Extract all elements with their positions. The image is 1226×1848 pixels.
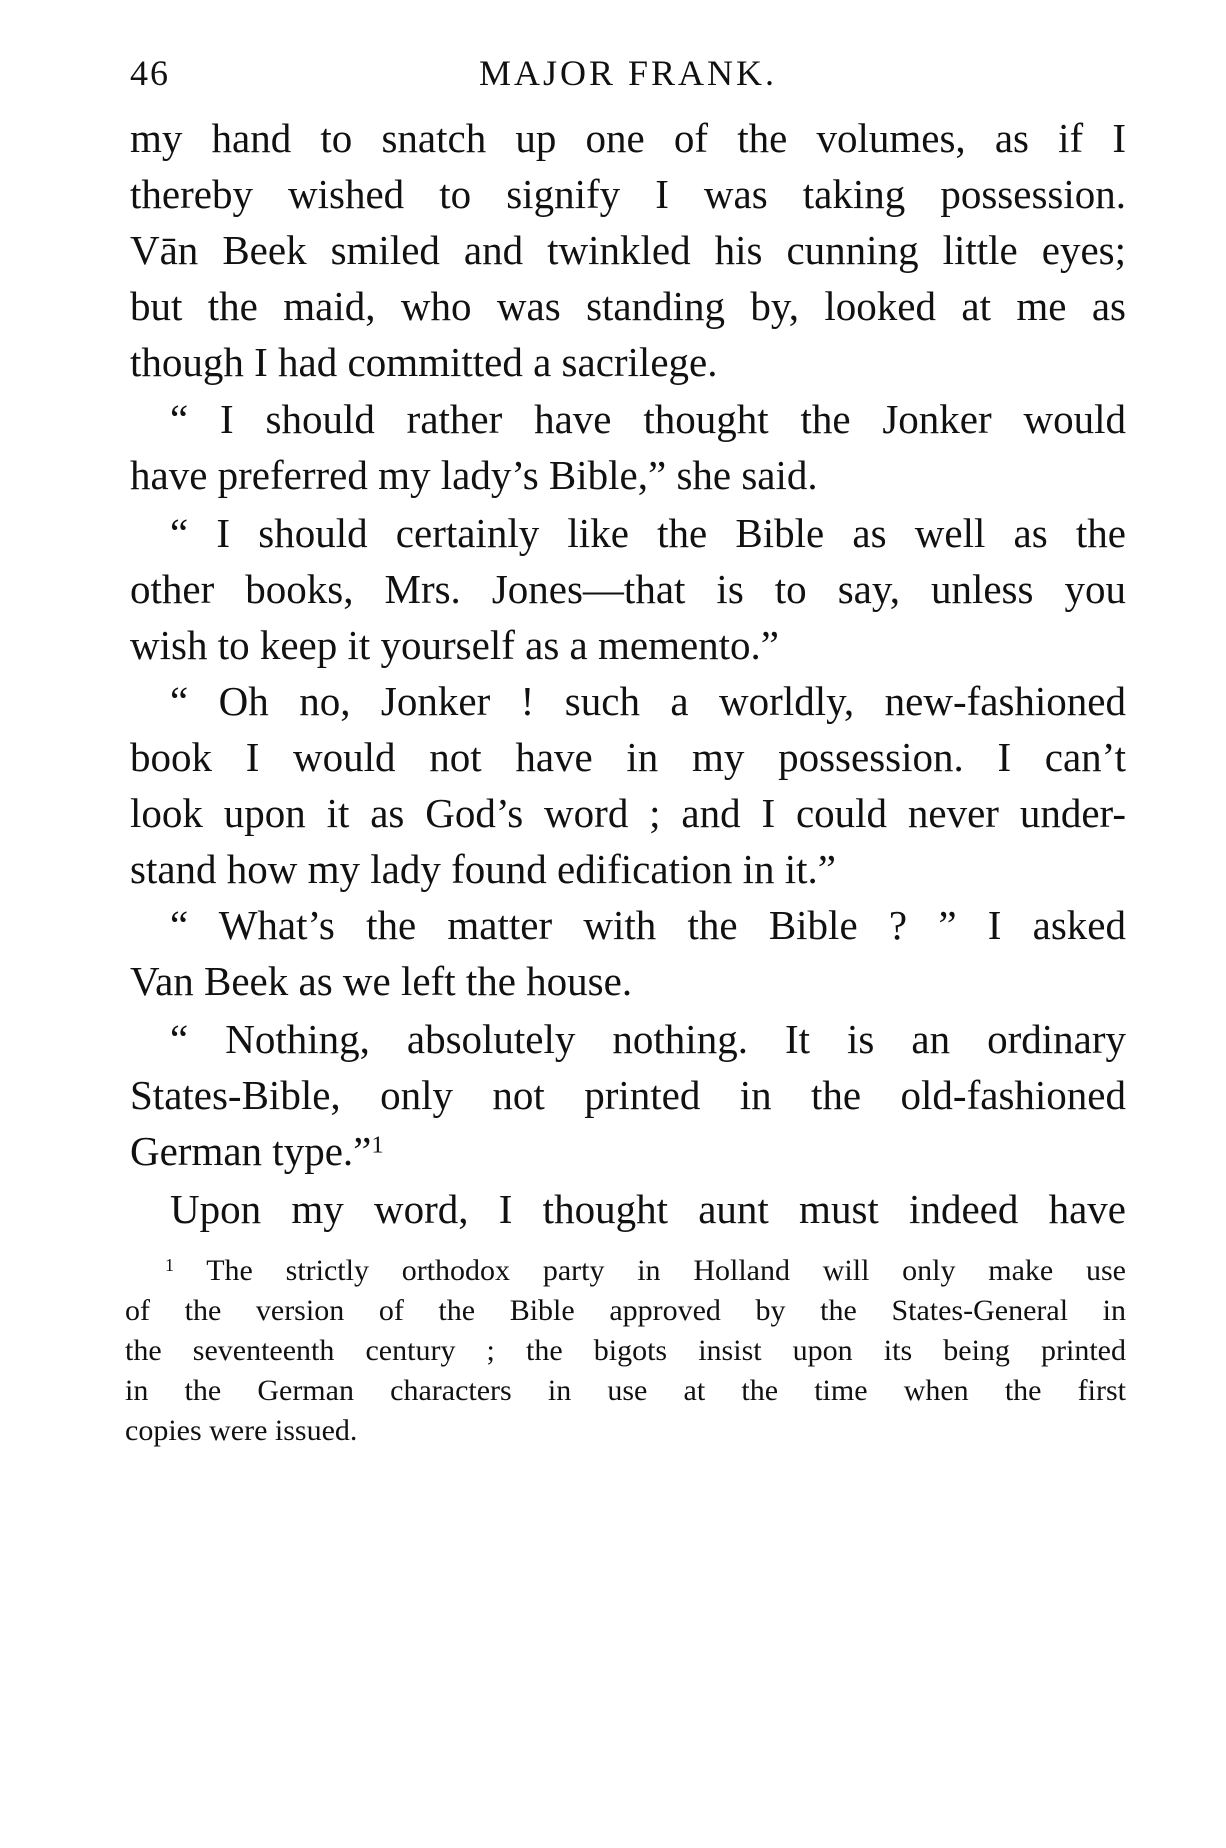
body-line: though I had committed a sacrilege. bbox=[130, 339, 718, 385]
body-line: Upon my word, I thought aunt must indeed have bbox=[170, 1186, 1126, 1232]
body-line: wish to keep it yourself as a memento.” bbox=[130, 622, 779, 668]
body-line: look upon it as God’s word ; and I could never under- bbox=[130, 790, 1126, 836]
footnote-line-text: The strictly orthodox party in Holland will only make use bbox=[206, 1254, 1126, 1287]
page-number: 46 bbox=[130, 53, 170, 93]
footnote-reference: 1 bbox=[371, 1131, 384, 1159]
body-line: “ Nothing, absolutely nothing. It is an ordinary bbox=[170, 1016, 1126, 1062]
body-line: “ Oh no, Jonker ! such a worldly, new-fashioned bbox=[170, 678, 1126, 724]
body-line: book I would not have in my possession. I can’t bbox=[130, 734, 1126, 780]
page-header bbox=[130, 52, 1126, 102]
footnote-marker: 1 bbox=[165, 1255, 174, 1275]
body-line: thereby wished to signify I was taking possession. bbox=[130, 171, 1126, 217]
footnote-line: copies were issued. bbox=[125, 1414, 358, 1447]
body-line: “ I should rather have thought the Jonker would bbox=[170, 396, 1126, 442]
body-line: “ What’s the matter with the Bible ? ” I asked bbox=[170, 902, 1126, 948]
footnote-line: the seventeenth century ; the bigots insist upon its being printed bbox=[125, 1334, 1126, 1367]
body-line: stand how my lady found edification in it.” bbox=[130, 846, 836, 892]
body-line-text: German type.” bbox=[130, 1128, 372, 1174]
body-line: have preferred my lady’s Bible,” she said. bbox=[130, 452, 818, 498]
footnote-line: of the version of the Bible approved by the States-General in bbox=[125, 1294, 1126, 1327]
body-line: States-Bible, only not printed in the old-fashioned bbox=[130, 1072, 1126, 1118]
body-line: my hand to snatch up one of the volumes, as if I bbox=[130, 115, 1126, 161]
running-title: MAJOR FRANK. bbox=[478, 53, 778, 93]
body-line: other books, Mrs. Jones—that is to say, unless you bbox=[130, 566, 1126, 612]
footnote-line bbox=[165, 1252, 1126, 1290]
footnote-line: in the German characters in use at the time when the first bbox=[125, 1374, 1126, 1407]
body-line: Van Beek as we left the house. bbox=[130, 958, 633, 1004]
body-line-with-footnote-ref bbox=[130, 1125, 1126, 1177]
body-line: Vān Beek smiled and twinkled his cunning little eyes; bbox=[130, 227, 1126, 273]
body-line: “ I should certainly like the Bible as well as the bbox=[170, 510, 1126, 556]
body-line: but the maid, who was standing by, looked at me as bbox=[130, 283, 1126, 329]
